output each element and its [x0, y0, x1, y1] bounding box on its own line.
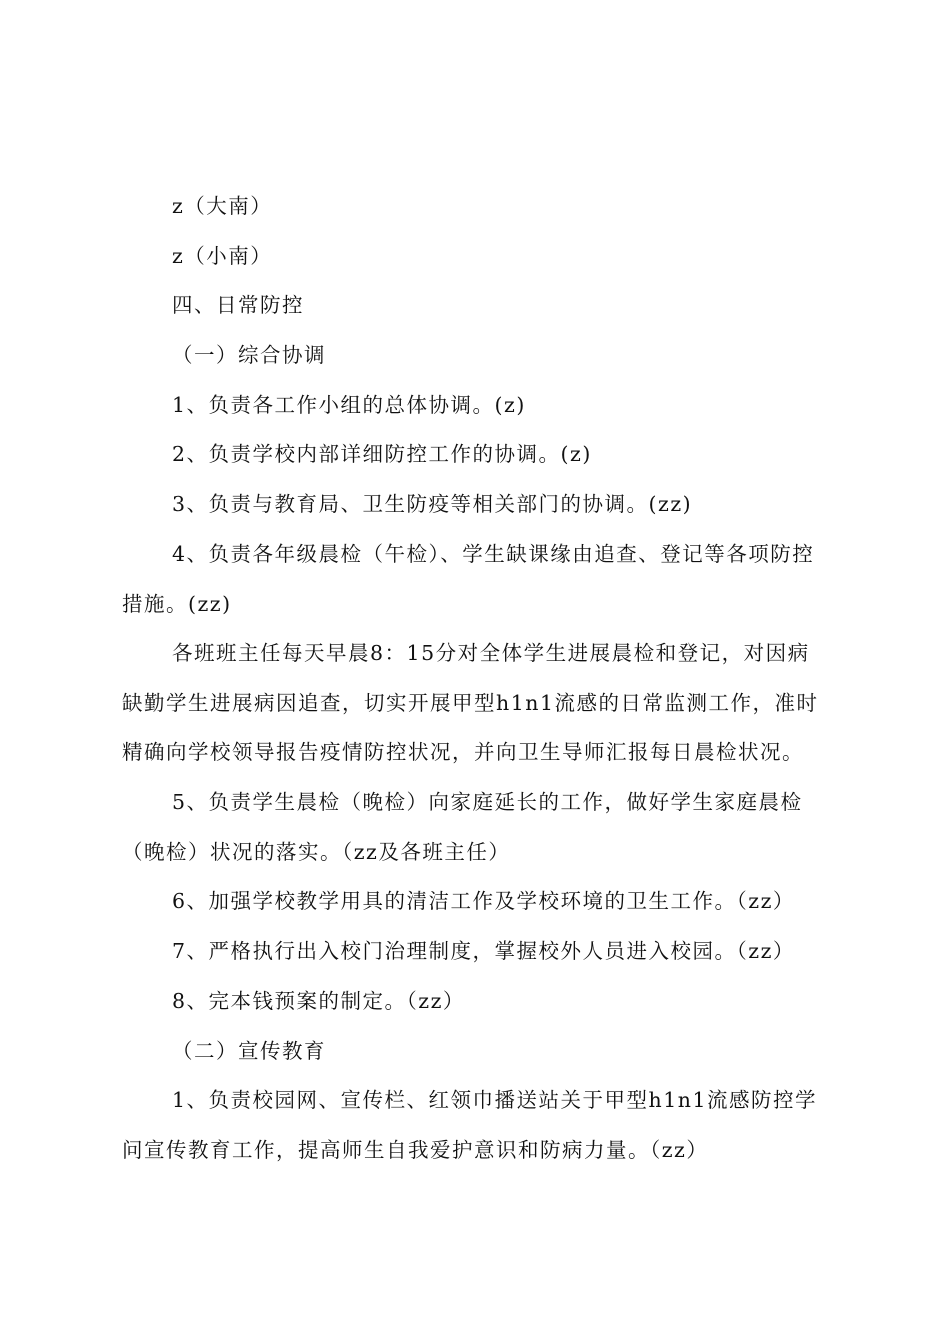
list-item-7: 7、严格执行出入校门治理制度，掌握校外人员进入校园。（zz）	[172, 939, 795, 963]
list-item-4-line-2: 措施。(zz)	[122, 592, 232, 616]
list-item-2: 2、负责学校内部详细防控工作的协调。(z)	[172, 442, 592, 466]
list-item-4-line-1: 4、负责各年级晨检（午检）、学生缺课缘由追查、登记等各项防控	[172, 542, 815, 566]
list-item-5-line-1: 5、负责学生晨检（晚检）向家庭延长的工作，做好学生家庭晨检	[172, 790, 803, 814]
section-heading-daily-prevention: 四、日常防控	[172, 293, 304, 317]
paragraph-line-3: 精确向学校领导报告疫情防控状况，并向卫生导师汇报每日晨检状况。	[122, 740, 804, 764]
publicity-item-1-line-2: 问宣传教育工作，提高师生自我爱护意识和防病力量。（zz）	[122, 1138, 709, 1162]
list-item-8: 8、完本钱预案的制定。（zz）	[172, 989, 465, 1013]
publicity-item-1-line-1: 1、负责校园网、宣传栏、红领巾播送站关于甲型h1n1流感防控学	[172, 1088, 818, 1112]
list-item-6: 6、加强学校教学用具的清洁工作及学校环境的卫生工作。（zz）	[172, 889, 795, 913]
subsection-heading-publicity: （二）宣传教育	[172, 1039, 326, 1063]
list-item-5-line-2: （晚检）状况的落实。（zz及各班主任）	[122, 840, 511, 864]
list-item-1: 1、负责各工作小组的总体协调。(z)	[172, 393, 526, 417]
paragraph-line-1: 各班班主任每天早晨8：15分对全体学生进展晨检和登记，对因病	[172, 641, 810, 665]
subsection-heading-coordination: （一）综合协调	[172, 343, 326, 367]
text-line-z-xiaonan: z（小南）	[172, 244, 273, 268]
text-line-z-danan: z（大南）	[172, 194, 273, 218]
list-item-3: 3、负责与教育局、卫生防疫等相关部门的协调。(zz)	[172, 492, 693, 516]
paragraph-line-2: 缺勤学生进展病因追查，切实开展甲型h1n1流感的日常监测工作，准时	[122, 691, 819, 715]
